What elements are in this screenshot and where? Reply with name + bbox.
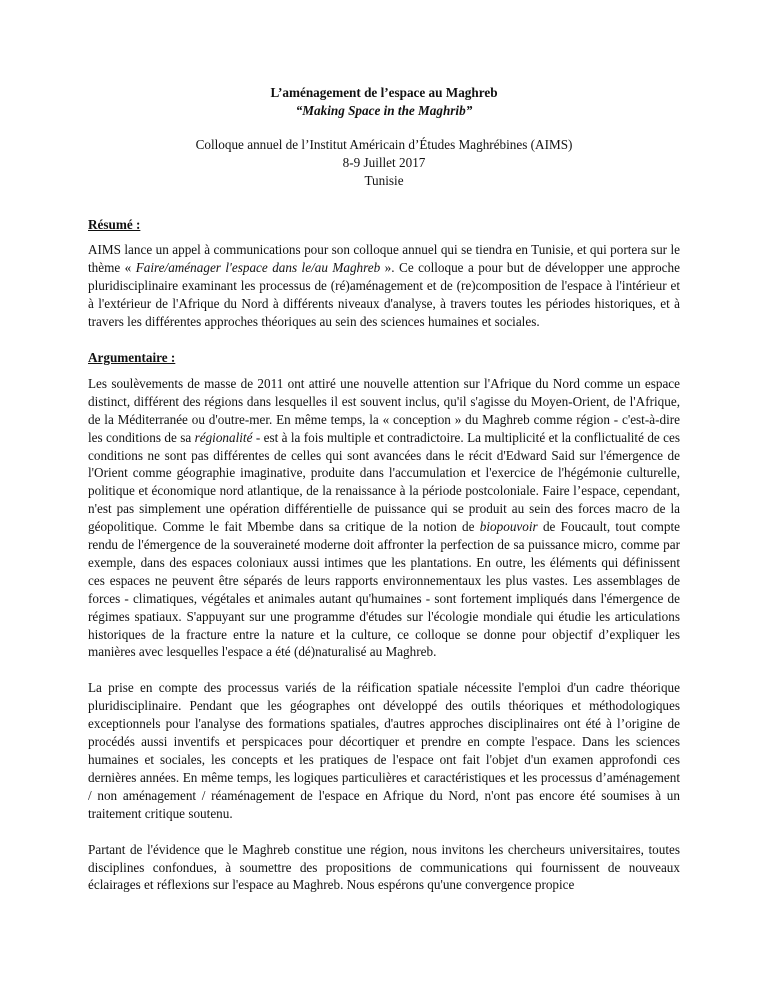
arg-p1-text-b: - est à la fois multiple et contradictoire. La multiplicité et la conflictualité de ces conditions ne sont pas différentes de celles qui sont avancées dans le récit d'Edward Said sur l'émergence de l'Orient comme géographie imaginative, produite dans l'accumulation et l'exercice de l'hégémonie culturelle, politique et économique nord atlantique, de la renaissance à la période postcoloniale. Faire l’espace, cependant, n'est pas simplement une opération différentielle de puissance qui se produit au sein des forces macro de la géopolitique. Comme le fait Mbembe dans sa critique de la notion de — [88, 429, 680, 535]
resume-paragraph — [88, 241, 680, 331]
arg-p1-regionalite: régionalité — [194, 429, 253, 445]
argumentaire-heading: Argumentaire : — [88, 349, 176, 365]
arg-p1-text-a: Les soulèvements de masse de 2011 ont attiré une nouvelle attention sur l'Afrique du Nord comme un espace distinct, différent des régions dans lesquelles il est souvent inclus, qu'il s'agisse du Moyen-Orient, de l'Afrique, de la Méditerranée ou d'outre-mer. En même temps, la « conception » du Maghreb comme région - c'est-à-dire les conditions de sa — [88, 375, 680, 445]
arg-p1-text-c: de Foucault, tout compte rendu de l'émergence de la souveraineté moderne doit affronter la perfection de sa puissance micro, comme par exemple, dans des espaces coloniaux aussi intimes que les plantations. En outre, les éléments qui définissent ces espaces ne peuvent être séparés de leurs rapports environnementaux les plus vastes. Les assemblages de forces - climatiques, végétales et animales autant qu'humaines - sont fortement impliqués dans l'émergence de régimes spatiaux. S'appuyant sur une programme d'études sur l'écologie mondiale qui étudie les articulations historiques de la fracture entre la nature et la culture, ce colloque se donne pour objectif d’expliquer les manières avec lesquelles l'espace a été (dé)naturalisé au Maghreb. — [88, 519, 680, 660]
argumentaire-paragraph-2: La prise en compte des processus variés de la réification spatiale nécessite l'emploi d'un cadre théorique pluridisciplinaire. Pendant que les géographes ont développé des outils théoriques et méthodologiques exceptionnels pour l'analyse des formations spatiales, d'autres approches disciplinaires ont été à l’origine de procédés aussi inventifs et perspicaces pour décortiquer et prendre en compte l'espace. Dans les sciences humaines et sociales, les concepts et les pratiques de l'espace ont fait l'objet d'un examen approfondi ces dernières années. En même temps, les logiques particulières et caractéristiques et les processus d’aménagement / non aménagement / réaménagement de l'espace en Afrique du Nord, n'ont pas encore été soumises à un traitement critique soutenu. — [88, 680, 680, 821]
event-name: Colloque annuel de l’Institut Américain d’Études Maghrébines (AIMS) — [195, 136, 573, 152]
event-dates: 8-9 Juillet 2017 — [342, 154, 426, 170]
resume-theme: Faire/aménager l'espace dans le/au Maghreb — [135, 260, 381, 276]
argumentaire-paragraph-1 — [88, 375, 680, 662]
resume-text-a: AIMS lance un appel à communications pour son colloque annuel qui se tiendra en Tunisie, et qui portera sur le thème « — [88, 242, 680, 276]
event-location: Tunisie — [364, 172, 404, 188]
document-title: L’aménagement de l’espace au Maghreb — [270, 85, 498, 100]
resume-text-b: ». Ce colloque a pour but de développer une approche pluridisciplinaire examinant les processus de (ré)aménagement et de (re)composition de l'espace à l'intérieur et à l'extérieur de l'Afrique du Nord à différents niveaux d'analyse, à travers toutes les périodes historiques, et à travers les différentes approches théoriques au sein des sciences humaines et sociales. — [88, 260, 680, 330]
document-subtitle: “Making Space in the Maghrib” — [295, 102, 473, 118]
argumentaire-paragraph-3: Partant de l'évidence que le Maghreb constitue une région, nous invitons les chercheurs universitaires, toutes disciplines confondues, à soumettre des propositions de communications qui fournissent de nouveaux éclairages et réflexions sur l'espace au Maghreb. Nous espérons qu'une convergence propice — [88, 841, 680, 893]
title-block — [88, 84, 680, 120]
event-info — [88, 136, 680, 190]
resume-heading: Résumé : — [88, 216, 141, 232]
document-page — [88, 84, 680, 912]
arg-p1-biopouvoir: biopouvoir — [479, 519, 538, 535]
